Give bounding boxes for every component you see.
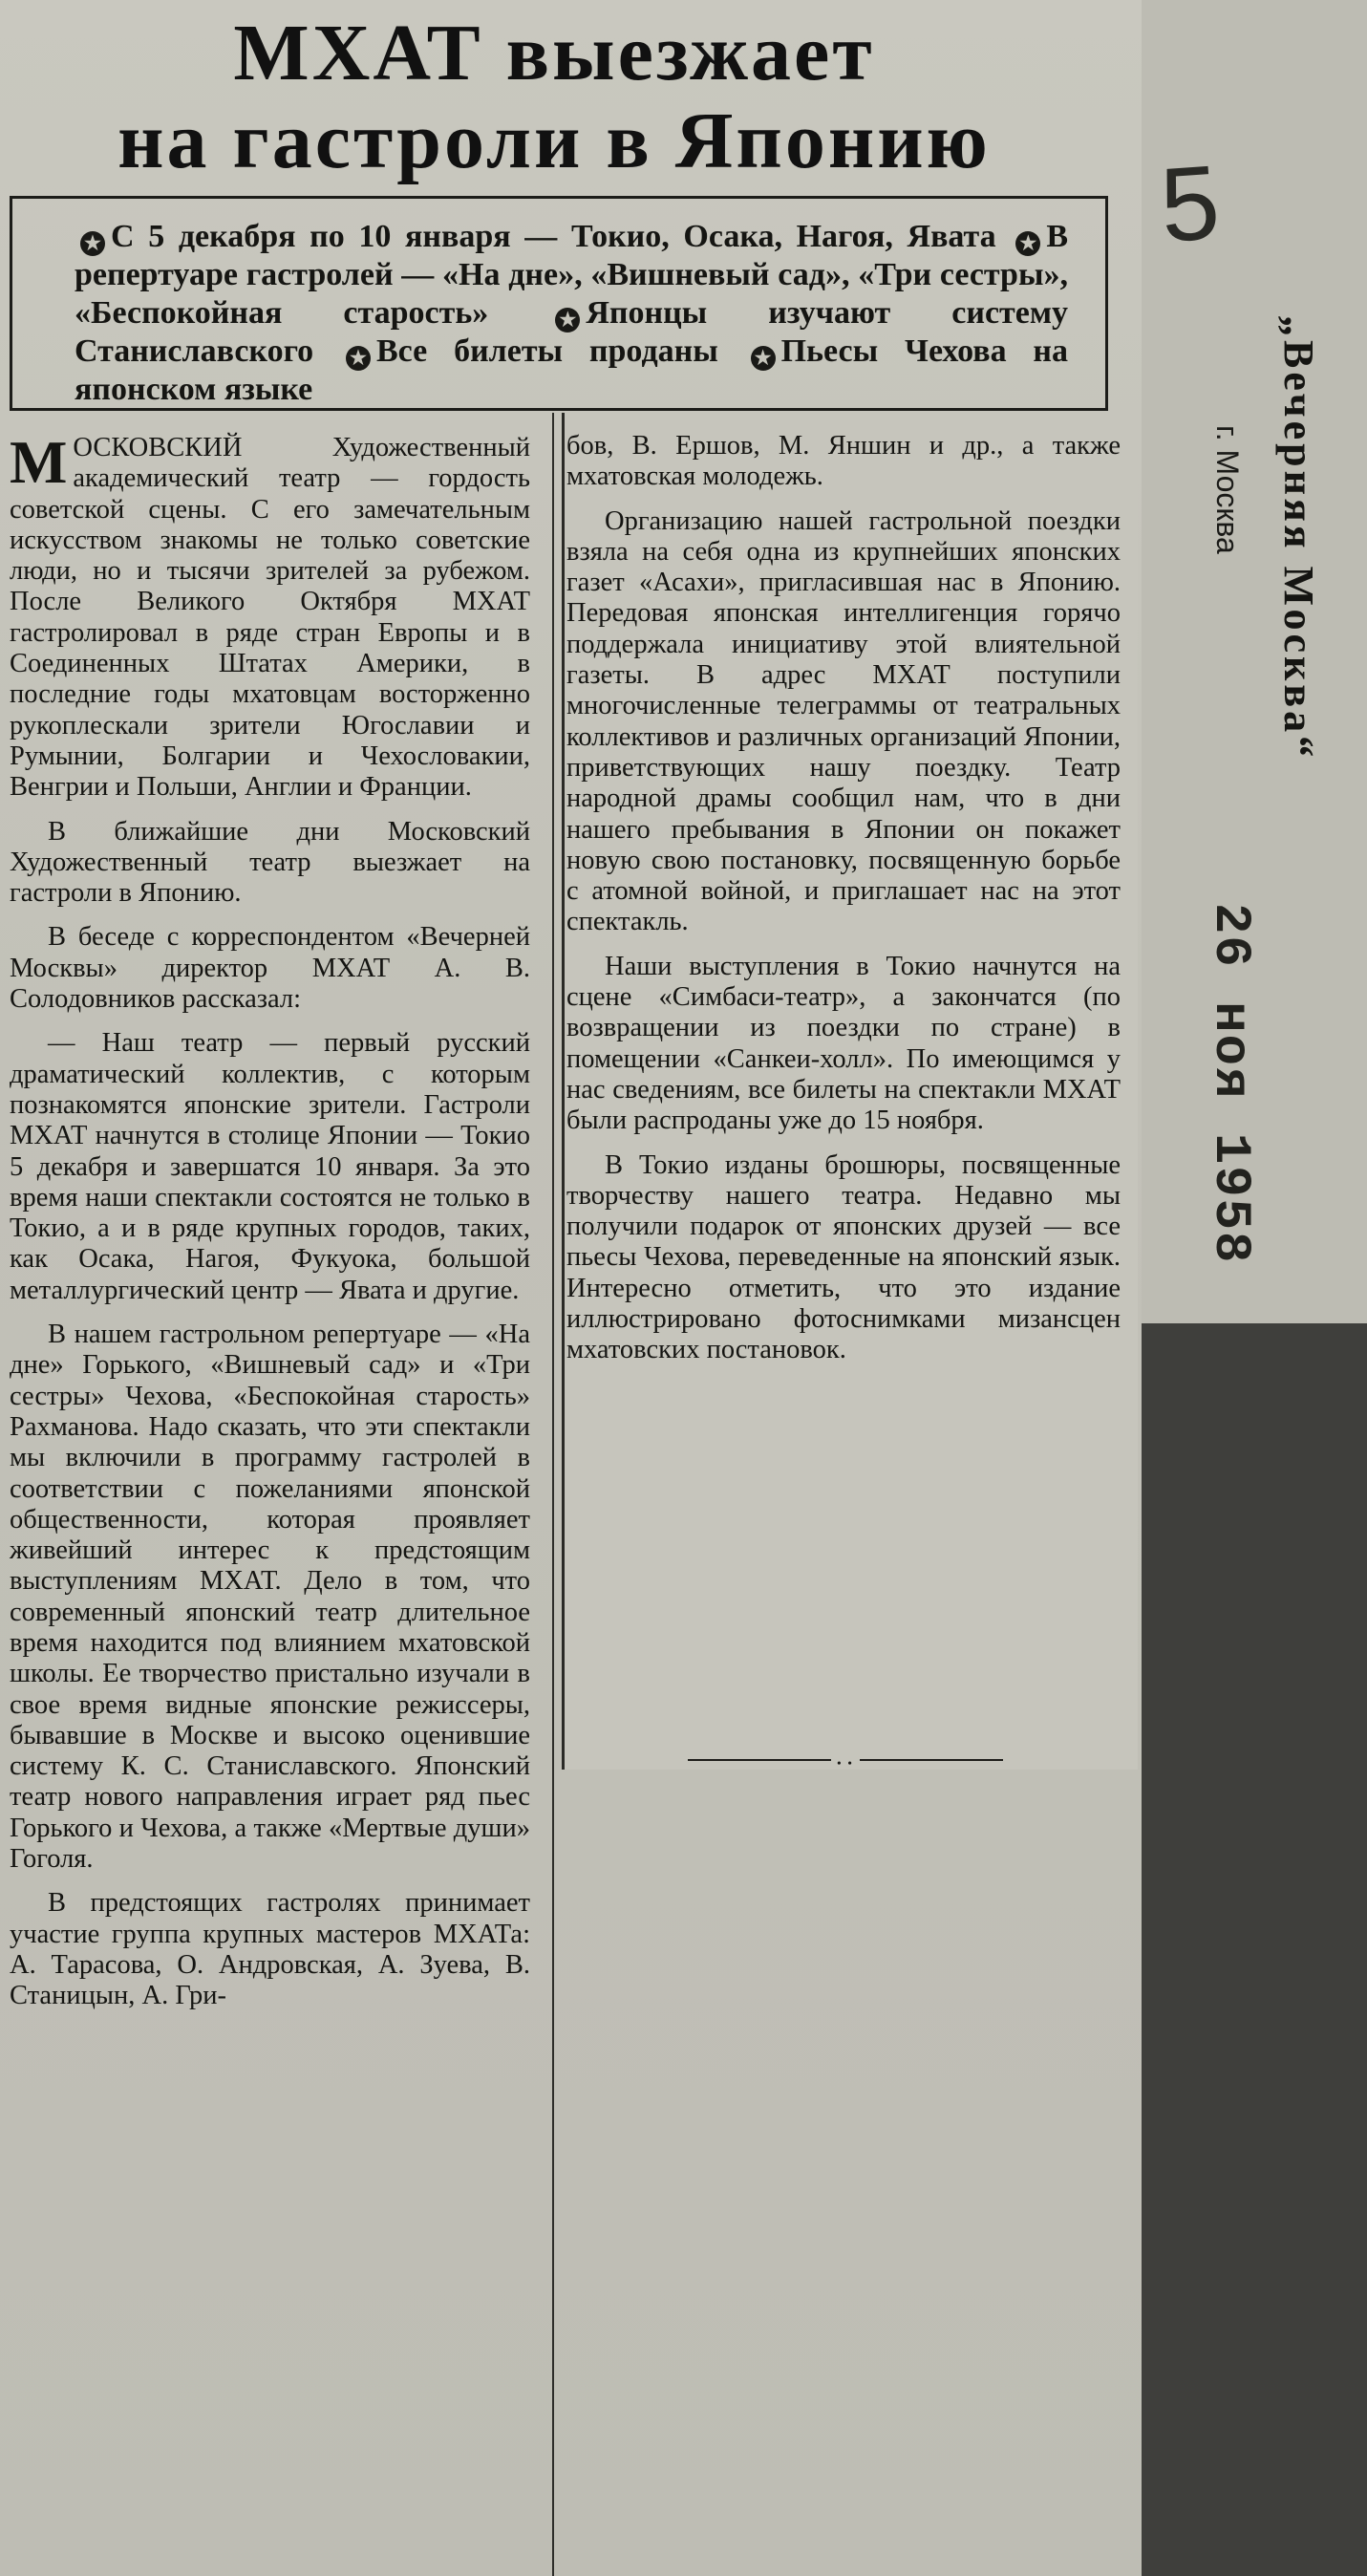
article-right-column (566, 431, 1121, 1380)
star-icon: ★ (346, 346, 371, 371)
column-divider (552, 413, 554, 2576)
paragraph-text: ОСКОВСКИЙ Художественный академический театр — гордость советской сцены. С его замечательным искусством знакомы не только советские люди, но и тысячи зрителей за рубежом. После Великого Октября МХАТ гастролировал в ряде стран Европы и в Соединенных Штатах Америки, в последние годы мхатовцам восторженно рукоплескали зрители Югославии и Румынии, Болгарии и Чехословакии, Венгрии и Польши, Англии и Франции. (10, 433, 530, 803)
subhead-item: Японцы изучают систему Станиславского (75, 295, 1068, 369)
end-mark: • • (831, 1757, 859, 1769)
subhead-item: В репертуаре гастролей — «На дне», «Вишневый сад», «Три сестры», «Беспокойная старость» (75, 219, 1068, 331)
end-ornament (688, 1754, 1003, 1770)
paragraph: В Токио изданы брошюры, посвященные творчеству нашего театра. Недавно мы получили подарок от японских друзей — все пьесы Чехова, переведенные на японский язык. Интересно отметить, что это издание иллюстрировано фотоснимками мизансцен мхатовских постановок. (566, 1149, 1121, 1365)
dropcap: М (10, 428, 68, 496)
paragraph: В нашем гастрольном репертуаре — «На дне» Горького, «Вишневый сад» и «Три сестры» Чехова, «Беспокойная старость» Рахманова. Надо сказать, что эти спектакли мы включили в программу гастролей в соответствии с пожеланиями японской общественности, которая проявляет живейший интерес к предстоящим выступлениям МХАТ. Дело в том, что современный японский театр длительное время находится под влиянием мхатовской школы. Ее творчество пристально изучали в свое время видные японские режиссеры, бывавшие в Москве и высоко оценившие систему К. С. Станиславского. Японский театр нового направления играет ряд пьес Горького и Чехова, а также «Мертвые души» Гоголя. (10, 1320, 530, 1875)
article-left-column (10, 428, 530, 2026)
star-icon: ★ (80, 231, 105, 256)
subhead-item: Все билеты проданы (376, 333, 718, 369)
headline-line-1: МХАТ выезжает (233, 9, 875, 97)
headline (57, 10, 1051, 185)
source-newspaper-name: „Вечерняя Москва“ (1275, 315, 1322, 762)
date-stamp: 26 ноя 1958 (1201, 903, 1259, 1265)
source-city: г. Москва (1210, 425, 1245, 554)
background-dark-area (1142, 1323, 1367, 2576)
folio-number: 5 (1156, 143, 1224, 265)
star-icon: ★ (751, 346, 776, 371)
paragraph: В ближайшие дни Московский Художественный театр выезжает на гастроли в Японию. (10, 816, 530, 909)
star-icon: ★ (555, 308, 580, 333)
paragraph: — Наш театр — первый русский драматический коллектив, с которым познакомятся японские зрители. Гастроли МХАТ начнутся в столице Японии — Токио 5 декабря и завершатся 10 января. За это время наши спектакли состоятся не только в Токио, а и в ряде крупных городов, таких, как Осака, Нагоя, Фукуока, большой металлургический центр — Явата и другие. (10, 1028, 530, 1305)
paragraph: Наши выступления в Токио начнутся на сцене «Симбаси-театр», а закончатся (по возвращении из поездки по стране) в помещении «Санкеи-холл». По имеющимся у нас сведениям, все билеты на спектакли МХАТ были распроданы уже до 15 ноября. (566, 951, 1121, 1136)
subhead-item: С 5 декабря по 10 января — Токио, Осака, Нагоя, Явата (111, 219, 996, 254)
paragraph (10, 428, 530, 804)
paragraph: В беседе с корреспондентом «Вечерней Москвы» директор МХАТ А. В. Солодовников рассказал: (10, 922, 530, 1015)
subheadline-text (75, 218, 1068, 409)
subhead-item: Пьесы Чехова на японском языке (75, 333, 1068, 407)
paragraph: В предстоящих гастролях принимает участие группа крупных мастеров МХАТа: А. Тарасова, О. Андровская, А. Зуева, В. Станицын, А. Гри- (10, 1888, 530, 2011)
headline-line-2: на гастроли в Японию (117, 97, 991, 185)
subheadline-box (10, 196, 1108, 411)
paragraph: Организацию нашей гастрольной поездки взяла на себя одна из крупнейших японских газет «Асахи», пригласившая нас в Японию. Передовая японская интеллигенция горячо поддержала инициативу этой влиятельной газеты. В адрес МХАТ поступили многочисленные телеграммы от театральных коллективов и различных организаций Японии, приветствующих нашу поездку. Театр народной драмы сообщил нам, что в дни нашего пребывания в Японии он покажет новую свою постановку, посвященную борьбе с атомной войной, и приглашает нас на этот спектакль. (566, 505, 1121, 937)
paragraph: бов, В. Ершов, М. Яншин и др., а также мхатовская молодежь. (566, 431, 1121, 492)
star-icon: ★ (1015, 231, 1040, 256)
